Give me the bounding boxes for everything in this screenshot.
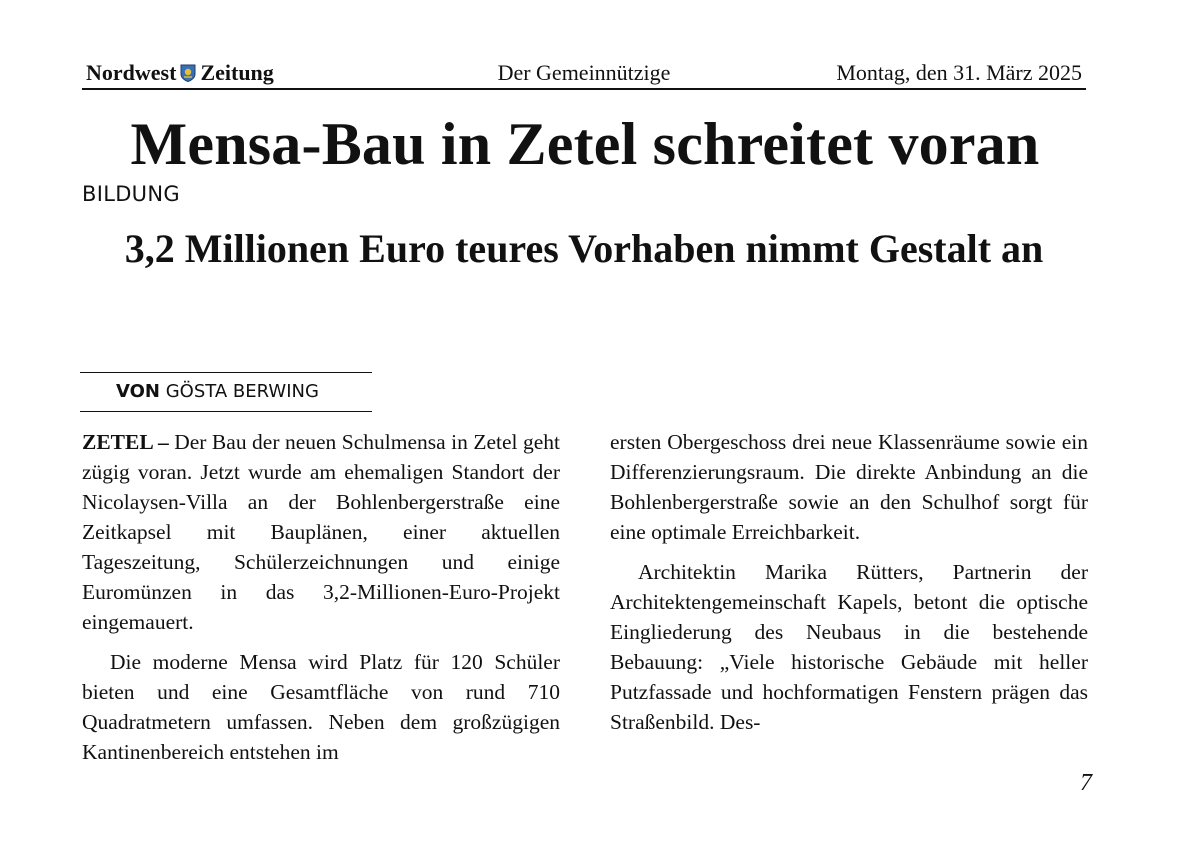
issue-date: Montag, den 31. März 2025 <box>836 60 1082 85</box>
brand-name-first: Nordwest <box>86 60 177 85</box>
byline-author: GÖSTA BERWING <box>165 381 319 402</box>
dateline: ZETEL – <box>82 430 169 454</box>
article-column-right <box>610 427 1088 737</box>
article-kicker: BILDUNG <box>82 182 180 206</box>
brand-name-second: Zeitung <box>200 60 274 85</box>
byline <box>80 372 372 412</box>
section-title: Der Gemeinnützige <box>497 60 671 85</box>
article-paragraph: Die moderne Mensa wird Platz für 120 Schüler bieten und eine Gesamtfläche von rund 710 Quadratmetern umfassen. Neben dem großzügigen Kantinenbereich entstehen im <box>82 650 560 764</box>
byline-text <box>116 381 319 402</box>
paragraph-text: Der Bau der neuen Schulmensa in Zetel geht zügig voran. Jetzt wurde am ehemaligen Standort der Nicolaysen-Villa an der Bohlenbergerstraße eine Zeitkapsel mit Bauplänen, einer aktuellen Tageszeitung, Schülerzeichnungen und einige Euromünzen in das 3,2-Millionen-Euro-Projekt eingemauert. <box>82 430 561 634</box>
article-paragraph <box>82 427 560 637</box>
byline-prefix: VON <box>116 381 160 402</box>
masthead <box>82 58 1086 90</box>
article-headline: Mensa-Bau in Zetel schreitet voran <box>130 111 1040 177</box>
page-number: 7 <box>1080 770 1092 796</box>
article-subheadline: 3,2 Millionen Euro teures Vorhaben nimmt Gestalt an <box>124 226 1044 271</box>
article-column-left <box>82 427 560 767</box>
article-paragraph: ersten Obergeschoss drei neue Klassenräume sowie ein Differenzierungsraum. Die direkte Anbindung an die Bohlenbergerstraße sowie an den Schulhof sorgt für eine optimale Erreichbarkeit. <box>610 430 1088 544</box>
article-paragraph: Architektin Marika Rütters, Partnerin der Architektengemeinschaft Kapels, betont die optische Eingliederung des Neubaus in die bestehende Bebauung: „Viele historische Gebäude mit heller Putzfassade und hochformatigen Fenstern prägen das Straßenbild. Des- <box>610 560 1088 734</box>
